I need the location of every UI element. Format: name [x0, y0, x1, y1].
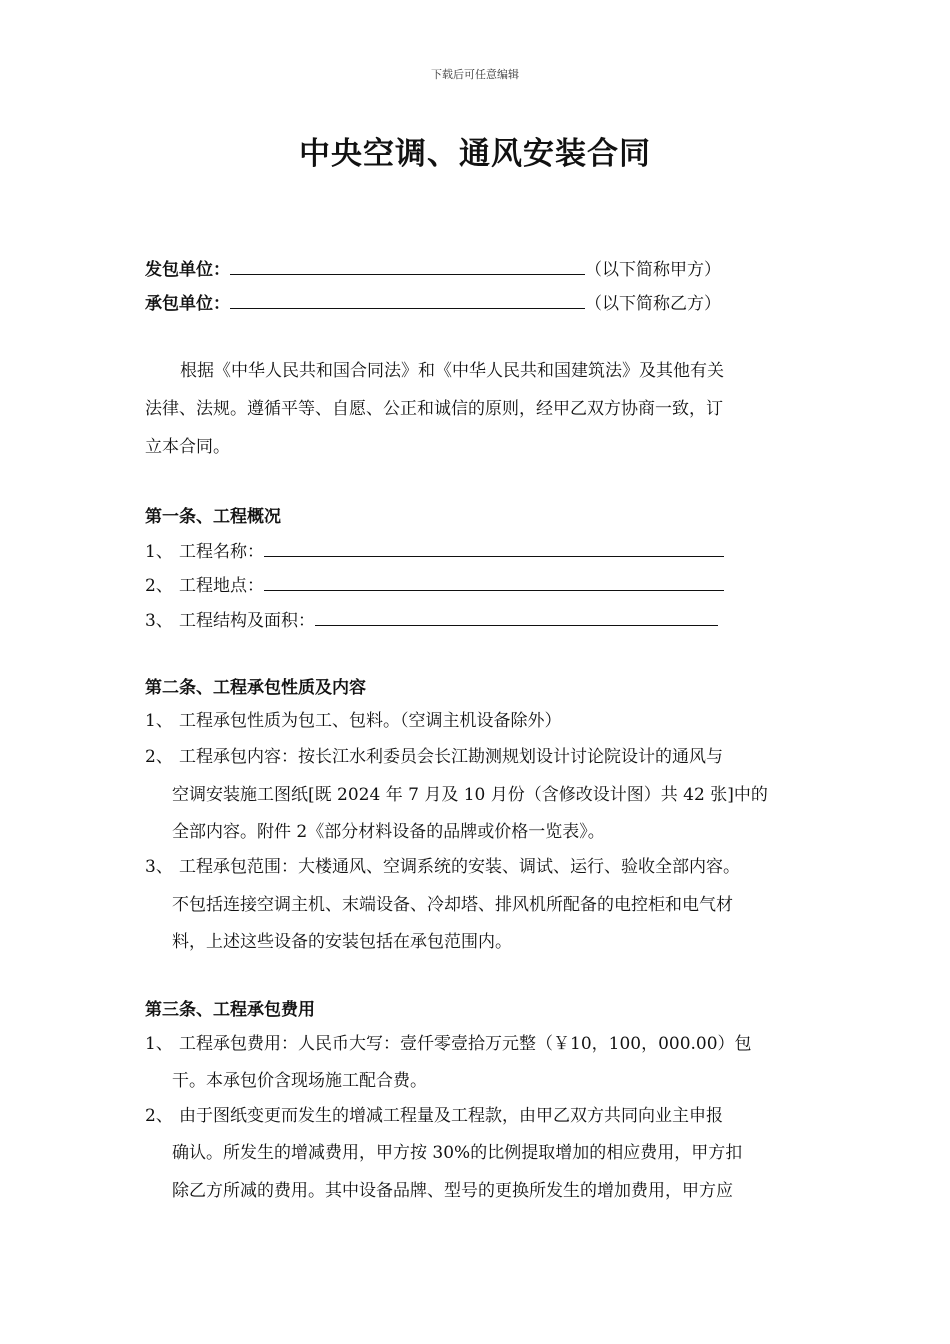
item-text: 工程承包性质为包工、包料。（空调主机设备除外） — [179, 711, 562, 731]
contractor-suffix: （以下简称乙方） — [585, 294, 721, 314]
item-number: 1、 — [145, 711, 173, 731]
article-3-item-1-cont: 干。本承包价含现场施工配合费。 — [172, 1071, 427, 1091]
article-2-item-3-cont-1: 不包括连接空调主机、末端设备、冷却塔、排风机所配备的电控柜和电气材 — [172, 895, 733, 915]
article-3-item-2-cont-2: 除乙方所减的费用。其中设备品牌、型号的更换所发生的增加费用，甲方应 — [172, 1181, 733, 1201]
intro-line-3: 立本合同。 — [145, 437, 230, 457]
employer-suffix: （以下简称甲方） — [585, 260, 721, 280]
article-2-item-2-cont-2: 全部内容。附件 2《部分材料设备的品牌或价格一览表》。 — [172, 822, 605, 842]
article-2-item-1 — [145, 711, 562, 731]
project-location-blank[interactable] — [264, 574, 724, 591]
project-name-blank[interactable] — [264, 540, 724, 557]
item-text: 由于图纸变更而发生的增减工程量及工程款，由甲乙双方共同向业主申报 — [179, 1106, 723, 1126]
contractor-blank[interactable] — [230, 292, 585, 309]
project-structure-row — [145, 609, 718, 631]
article-3-item-1 — [145, 1034, 752, 1054]
article-3-heading: 第三条、工程承包费用 — [145, 1000, 315, 1020]
article-1-heading: 第一条、工程概况 — [145, 507, 281, 527]
article-2-item-3-cont-2: 料，上述这些设备的安装包括在承包范围内。 — [172, 932, 512, 952]
project-name-row — [145, 540, 724, 562]
project-structure-label: 工程结构及面积： — [179, 611, 315, 631]
article-3-item-2 — [145, 1106, 723, 1126]
item-number: 2、 — [145, 747, 173, 767]
employer-blank[interactable] — [230, 258, 585, 275]
item-number: 1、 — [145, 1034, 173, 1054]
item-number: 2、 — [145, 576, 173, 596]
item-number: 3、 — [145, 857, 173, 877]
article-3-item-2-cont-1: 确认。所发生的增减费用，甲方按 30%的比例提取增加的相应费用，甲方扣 — [172, 1143, 743, 1163]
party-employer-row — [145, 258, 721, 280]
intro-line-1: 根据《中华人民共和国合同法》和《中华人民共和国建筑法》及其他有关 — [180, 361, 724, 381]
item-text: 工程承包范围：大楼通风、空调系统的安装、调试、运行、验收全部内容。 — [179, 857, 740, 877]
project-location-row — [145, 574, 724, 596]
item-text: 工程承包内容：按长江水利委员会长江勘测规划设计讨论院设计的通风与 — [179, 747, 723, 767]
item-number: 2、 — [145, 1106, 173, 1126]
item-text: 工程承包费用：人民币大写：壹仟零壹拾万元整（￥10，100，000.00）包 — [179, 1034, 752, 1054]
contractor-label: 承包单位： — [145, 294, 230, 314]
intro-line-2: 法律、法规。遵循平等、自愿、公正和诚信的原则，经甲乙双方协商一致，订 — [145, 399, 723, 419]
document-title: 中央空调、通风安装合同 — [299, 136, 651, 172]
article-2-item-3 — [145, 857, 740, 877]
project-name-label: 工程名称： — [179, 542, 264, 562]
employer-label: 发包单位： — [145, 260, 230, 280]
article-2-heading: 第二条、工程承包性质及内容 — [145, 678, 366, 698]
project-location-label: 工程地点： — [179, 576, 264, 596]
project-structure-blank[interactable] — [315, 609, 718, 626]
party-contractor-row — [145, 292, 721, 314]
item-number: 3、 — [145, 611, 173, 631]
article-2-item-2 — [145, 747, 723, 767]
item-number: 1、 — [145, 542, 173, 562]
article-2-item-2-cont-1: 空调安装施工图纸[既 2024 年 7 月及 10 月份（含修改设计图）共 42 张]中的 — [172, 785, 768, 805]
page-header: 下载后可任意编辑 — [431, 68, 519, 81]
